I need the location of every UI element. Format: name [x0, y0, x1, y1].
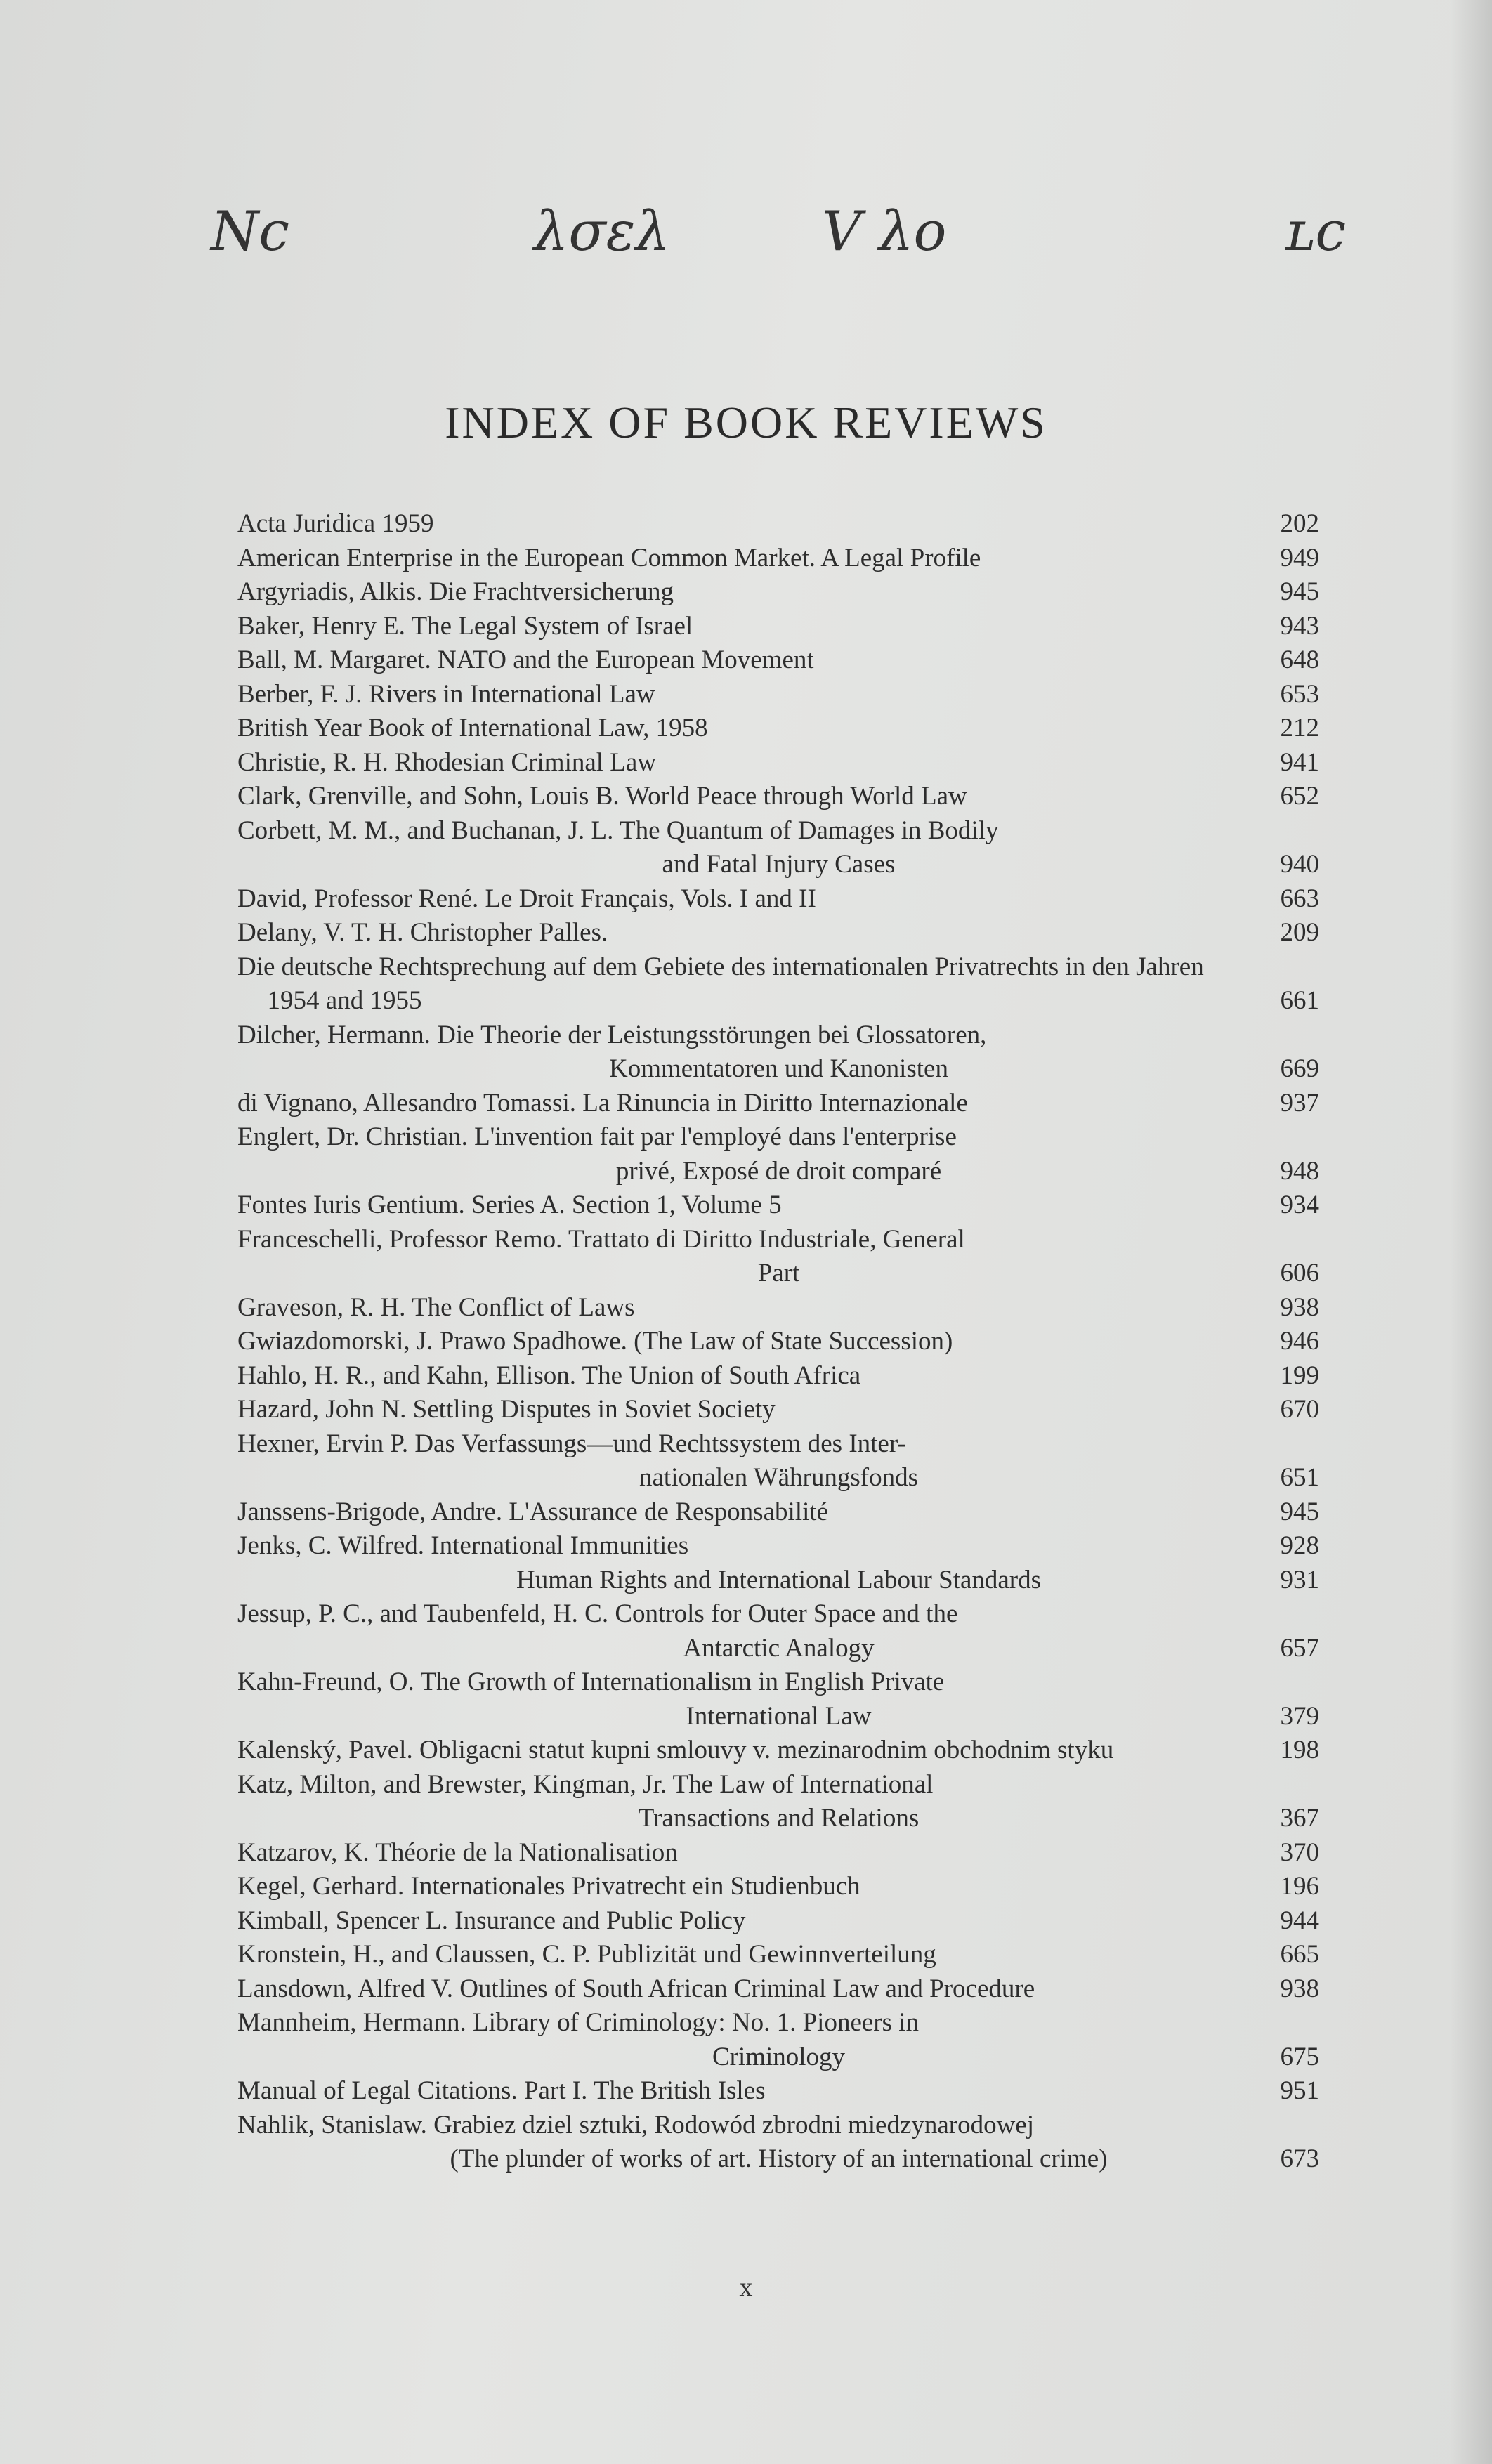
index-entry: [237, 1768, 1319, 1836]
page-edge-shadow: [1450, 0, 1492, 2464]
handwritten-mark-1: Νϲ: [211, 200, 289, 263]
entry-page-number: 944: [1280, 1906, 1319, 1935]
entry-continuation: Antarctic Analogy: [683, 1633, 875, 1663]
index-entry: [237, 2109, 1319, 2177]
entry-text: [237, 1904, 1256, 1939]
index-entry: [237, 1529, 1319, 1564]
entry-page-number: 199: [1280, 1361, 1319, 1390]
entry-page-number: 653: [1280, 679, 1319, 709]
entry-title: British Year Book of International Law, 1958: [237, 714, 708, 742]
entry-page-number: 202: [1280, 509, 1319, 538]
index-entry: [237, 1325, 1319, 1359]
entry-text: [237, 882, 1256, 917]
entry-title: Katz, Milton, and Brewster, Kingman, Jr. The Law of International: [237, 1769, 934, 1799]
index-entry: [237, 2074, 1319, 2109]
entry-text: [237, 1188, 1256, 1223]
entry-title: Katzarov, K. Théorie de la Nationalisation: [237, 1837, 678, 1867]
index-entry: [237, 1734, 1319, 1768]
page-title: INDEX OF BOOK REVIEWS: [445, 398, 1047, 447]
entry-text: [237, 2074, 1256, 2109]
index-entry: [237, 1597, 1319, 1665]
entry-page-number: 949: [1280, 543, 1319, 572]
index-entry: [237, 1359, 1319, 1394]
index-entry: [237, 610, 1319, 644]
entry-continuation: Criminology: [712, 2042, 846, 2071]
entry-title: Delany, V. T. H. Christopher Palles.: [237, 918, 608, 947]
book-review-index: [237, 507, 1319, 2177]
entry-title: Kimball, Spencer L. Insurance and Public Policy: [237, 1906, 746, 1935]
entry-page-number: 370: [1280, 1837, 1319, 1867]
entry-title: Jessup, P. C., and Taubenfeld, H. C. Controls for Outer Space and the: [237, 1599, 958, 1628]
handwritten-mark-4: ʟc: [1285, 200, 1347, 263]
entry-page-number: 945: [1280, 577, 1319, 606]
entry-text: [237, 2109, 1256, 2177]
entry-continuation: privé, Exposé de droit comparé: [615, 1156, 942, 1186]
entry-continuation: (The plunder of works of art. History of an international crime): [450, 2144, 1108, 2173]
entry-text: [237, 1291, 1256, 1325]
entry-title: Englert, Dr. Christian. L'invention fait par l'employé dans l'enterprise: [237, 1122, 957, 1151]
entry-text: [237, 1836, 1256, 1870]
index-entry: [237, 1018, 1319, 1087]
entry-page-number: 941: [1280, 747, 1319, 777]
entry-page-number: 648: [1280, 646, 1319, 674]
entry-title: Berber, F. J. Rivers in International Law: [237, 679, 655, 709]
index-entry: [237, 1495, 1319, 1530]
entry-text: [237, 1223, 1256, 1291]
handwritten-mark-2: λσελ: [534, 200, 670, 263]
entry-text: [237, 542, 1256, 576]
entry-page-number: 673: [1280, 2144, 1319, 2173]
entry-page-number: 951: [1280, 2076, 1319, 2105]
entry-text: [237, 2006, 1256, 2074]
entry-title: Dilcher, Hermann. Die Theorie der Leistungsstörungen bei Glossatoren,: [237, 1020, 987, 1049]
entry-title: Jenks, C. Wilfred. International Immunities: [237, 1531, 689, 1560]
entry-page-number: 198: [1280, 1736, 1319, 1764]
entry-page-number: 669: [1280, 1054, 1319, 1083]
entry-title: Hazard, John N. Settling Disputes in Soviet Society: [237, 1395, 776, 1424]
index-entry: [237, 2006, 1319, 2074]
index-entry: [237, 1393, 1319, 1427]
entry-page-number: 945: [1280, 1497, 1319, 1526]
entry-title: Janssens-Brigode, Andre. L'Assurance de Responsabilité: [237, 1497, 829, 1526]
index-entry: [237, 1223, 1319, 1291]
entry-text: [237, 678, 1256, 712]
entry-page-number: 943: [1280, 611, 1319, 641]
index-entry: [237, 507, 1319, 542]
index-entry: [237, 575, 1319, 610]
entry-page-number: 661: [1280, 986, 1319, 1015]
entry-text: [237, 746, 1256, 780]
entry-title: Clark, Grenville, and Sohn, Louis B. World Peace through World Law: [237, 782, 967, 811]
page-folio: x: [739, 2273, 753, 2302]
entry-title: Nahlik, Stanislaw. Grabiez dziel sztuki, Rodowód zbrodni miedzynarodowej: [237, 2110, 1035, 2139]
entry-text: [237, 1665, 1256, 1734]
entry-text: [237, 780, 1256, 814]
entry-text: [237, 1564, 1256, 1598]
entry-page-number: 946: [1280, 1327, 1319, 1356]
entry-text: [237, 916, 1256, 950]
entry-page-number: 652: [1280, 782, 1319, 811]
entry-page-number: 937: [1280, 1088, 1319, 1118]
index-entry: [237, 678, 1319, 712]
entry-title: Die deutsche Rechtsprechung auf dem Gebiete des internationalen Privatrechts in den Jahren 1954 and 1955: [237, 952, 1204, 1015]
entry-title: Fontes Iuris Gentium. Series A. Section 1, Volume 5: [237, 1191, 782, 1219]
entry-text: [237, 1359, 1256, 1394]
entry-page-number: 657: [1280, 1633, 1319, 1663]
entry-text: [237, 712, 1256, 746]
entry-page-number: 938: [1280, 1974, 1319, 2003]
handwritten-mark-3: V λo: [822, 200, 947, 263]
entry-page-number: 212: [1280, 714, 1319, 742]
index-entry: [237, 746, 1319, 780]
entry-title: Graveson, R. H. The Conflict of Laws: [237, 1292, 635, 1322]
entry-text: [237, 1938, 1256, 1972]
entry-title: di Vignano, Allesandro Tomassi. La Rinuncia in Diritto Internazionale: [237, 1088, 968, 1118]
entry-text: [237, 1870, 1256, 1904]
entry-title: Kegel, Gerhard. Internationales Privatrecht ein Studienbuch: [237, 1872, 860, 1901]
entry-text: [237, 1529, 1256, 1564]
index-entry: [237, 814, 1319, 882]
entry-text: [237, 1325, 1256, 1359]
entry-title: Argyriadis, Alkis. Die Frachtversicherung: [237, 577, 674, 606]
entry-text: [237, 643, 1256, 678]
entry-text: [237, 610, 1256, 644]
entry-page-number: 670: [1280, 1395, 1319, 1424]
entry-title: American Enterprise in the European Common Market. A Legal Profile: [237, 543, 981, 572]
index-entry: [237, 542, 1319, 576]
entry-page-number: 931: [1280, 1565, 1319, 1594]
entry-page-number: 665: [1280, 1940, 1319, 1969]
entry-text: [237, 950, 1256, 1018]
entry-continuation: Kommentatoren und Kanonisten: [609, 1054, 948, 1083]
entry-page-number: 675: [1280, 2042, 1319, 2071]
entry-page-number: 379: [1280, 1701, 1319, 1731]
entry-page-number: 948: [1280, 1156, 1319, 1186]
entry-title: Lansdown, Alfred V. Outlines of South African Criminal Law and Procedure: [237, 1974, 1035, 2003]
entry-page-number: 663: [1280, 884, 1319, 913]
entry-continuation: Transactions and Relations: [638, 1804, 920, 1833]
index-entry: [237, 780, 1319, 814]
entry-title: Kronstein, H., and Claussen, C. P. Publizität und Gewinnverteilung: [237, 1940, 936, 1969]
entry-continuation: International Law: [686, 1701, 872, 1731]
index-entry: [237, 1665, 1319, 1734]
index-entry: [237, 1836, 1319, 1870]
entry-text: [237, 1768, 1256, 1836]
entry-title: David, Professor René. Le Droit Français, Vols. I and II: [237, 884, 816, 913]
entry-text: [237, 1972, 1256, 2007]
entry-title: Corbett, M. M., and Buchanan, J. L. The Quantum of Damages in Bodily: [237, 815, 999, 845]
entry-continuation: and Fatal Injury Cases: [662, 850, 896, 879]
index-entry: [237, 1904, 1319, 1939]
entry-text: [237, 507, 1256, 542]
entry-text: [237, 1018, 1256, 1087]
entry-text: [237, 575, 1256, 610]
entry-title: Christie, R. H. Rhodesian Criminal Law: [237, 747, 657, 777]
entry-title: Hahlo, H. R., and Kahn, Ellison. The Union of South Africa: [237, 1361, 861, 1390]
entry-title: Kalenský, Pavel. Obligacni statut kupni smlouvy v. mezinarodnim obchodnim styku: [237, 1736, 1114, 1764]
entry-continuation: Human Rights and International Labour Standards: [516, 1565, 1042, 1594]
entry-text: [237, 1087, 1256, 1121]
entry-title: Acta Juridica 1959: [237, 509, 434, 538]
entry-text: [237, 1597, 1256, 1665]
entry-page-number: 928: [1280, 1531, 1319, 1560]
entry-page-number: 651: [1280, 1463, 1319, 1492]
entry-title: Manual of Legal Citations. Part I. The British Isles: [237, 2076, 766, 2105]
index-entry: [237, 1120, 1319, 1188]
entry-title: Franceschelli, Professor Remo. Trattato di Diritto Industriale, General: [237, 1224, 965, 1254]
index-entry: [237, 882, 1319, 917]
entry-text: [237, 1393, 1256, 1427]
entry-page-number: 367: [1280, 1804, 1319, 1833]
index-entry: [237, 916, 1319, 950]
entry-title: Kahn-Freund, O. The Growth of Internationalism in English Private: [237, 1667, 945, 1696]
entry-text: [237, 1427, 1256, 1495]
index-entry: [237, 1087, 1319, 1121]
entry-text: [237, 814, 1256, 882]
entry-title: Ball, M. Margaret. NATO and the European Movement: [237, 646, 814, 674]
index-entry: [237, 1972, 1319, 2007]
index-entry: [237, 1870, 1319, 1904]
index-entry: [237, 1564, 1319, 1598]
entry-title: Hexner, Ervin P. Das Verfassungs—und Rechtssystem des Inter-: [237, 1429, 906, 1458]
entry-title: Mannheim, Hermann. Library of Criminology: No. 1. Pioneers in: [237, 2008, 920, 2037]
index-entry: [237, 1188, 1319, 1223]
entry-text: [237, 1734, 1256, 1768]
entry-page-number: 938: [1280, 1292, 1319, 1322]
entry-text: [237, 1495, 1256, 1530]
entry-continuation: nationalen Währungsfonds: [639, 1463, 918, 1492]
index-entry: [237, 1938, 1319, 1972]
entry-title: Gwiazdomorski, J. Prawo Spadhowe. (The Law of State Succession): [237, 1327, 953, 1356]
index-entry: [237, 1427, 1319, 1495]
entry-page-number: 606: [1280, 1259, 1319, 1287]
index-entry: [237, 950, 1319, 1018]
index-entry: [237, 1291, 1319, 1325]
index-entry: [237, 643, 1319, 678]
entry-text: [237, 1120, 1256, 1188]
entry-page-number: 209: [1280, 918, 1319, 947]
entry-page-number: 940: [1280, 850, 1319, 879]
entry-page-number: 196: [1280, 1872, 1319, 1901]
entry-page-number: 934: [1280, 1191, 1319, 1219]
entry-continuation: Part: [757, 1259, 800, 1287]
index-entry: [237, 712, 1319, 746]
entry-title: Baker, Henry E. The Legal System of Israel: [237, 611, 693, 641]
